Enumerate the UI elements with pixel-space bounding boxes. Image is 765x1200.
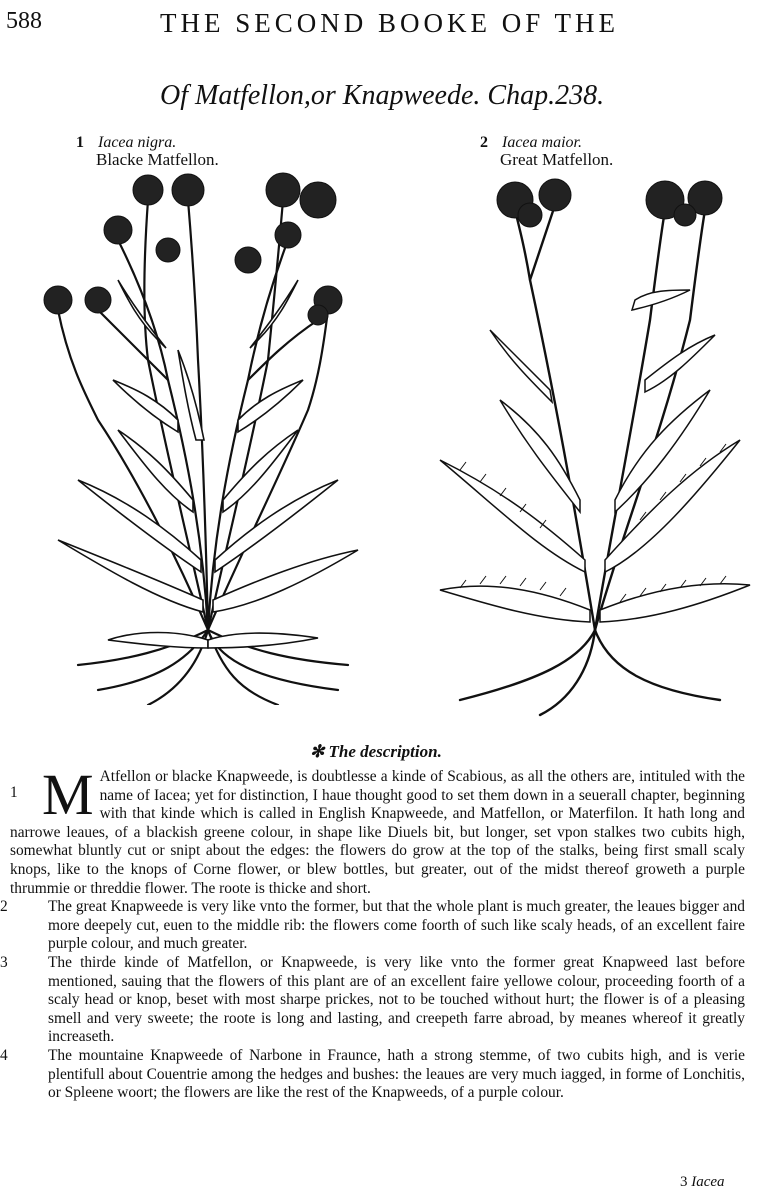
catchword-number: 3 bbox=[680, 1174, 688, 1190]
great-matfellon-woodcut bbox=[420, 160, 760, 720]
running-head: THE SECOND BOOKE OF THE bbox=[160, 8, 620, 38]
paragraph-1 bbox=[10, 762, 745, 898]
figure-english-name: Great Matfellon. bbox=[500, 150, 614, 169]
description-text bbox=[0, 762, 745, 1103]
catchword-word: Iacea bbox=[691, 1174, 725, 1190]
paragraph-2 bbox=[0, 898, 745, 954]
paragraph-text: The thirde kinde of Matfellon, or Knapweede, is very like vnto the former great Knapweed last before mentioned, sauing that the flowers of this plant are of an excellent faire yellowe colour, proceeding foorth of a scaly head or knop, beset with most sharpe prickes, not to be touched without hurt; the flower is of a pleasing smell and very sweete; the roote is long and lasting, and creepeth farre abroad, by meanes whereof it greatly increaseth. bbox=[48, 953, 745, 1046]
paragraph-number: 2 bbox=[0, 898, 8, 916]
paragraph-number: 1 bbox=[10, 784, 18, 801]
blacke-matfellon-woodcut bbox=[18, 160, 378, 705]
paragraph-text: The great Knapweede is very like vnto the former, but that the whole plant is much greater, the leaues bigger and more deepely cut, euen to the middle rib: the flowers come foorth of such like scaly heads, of an excellent faire purple colour, and much greater. bbox=[48, 898, 745, 953]
paragraph-number: 4 bbox=[0, 1046, 8, 1064]
figure-latin-name: Iacea maior. bbox=[502, 134, 582, 151]
figure-latin-name: Iacea nigra. bbox=[98, 134, 177, 151]
paragraph-4 bbox=[0, 1046, 745, 1103]
section-heading: ✻ The description. bbox=[310, 742, 442, 761]
figure-english-name: Blacke Matfellon. bbox=[96, 150, 219, 169]
catchword bbox=[680, 1174, 725, 1191]
paragraph-text: Atfellon or blacke Knapweede, is doubtlesse a kinde of Scabious, as all the others are, intituled with the name of Iacea; yet for distinction, I haue thought good to set them down in a seuerall chapter, beginning with that kinde which is called in English Knapweede, and Matfellon, or Materfilon. It hath long and narrowe leaues, of a blackish greene colour, in shape like Diuels bit, but longer, set vpon stalkes two cubits high, somewhat bluntly cut or snipt about the edges: the flowers do grow at the top of the stalks, being first small scaly knops, like to the knops of Corne flower, or blew bottles, but greater, out of the midst thereof groweth a purple thrummie or threddie flower. The roote is thicke and short. bbox=[10, 768, 745, 897]
figure-number: 2 bbox=[480, 134, 488, 151]
paragraph-text: The mountaine Knapweede of Narbone in Fraunce, hath a strong stemme, of two cubits high, and is verie plentifull about Couentrie among the hedges and bushes: the leaues are very much iagged, in forme of Lonchitis, or Spleene woort; the flowers are like the rest of the Knapweeds, of a purple colour. bbox=[48, 1046, 745, 1102]
chapter-title: Of Matfellon,or Knapweede. Chap.238. bbox=[160, 80, 605, 111]
figure-number: 1 bbox=[76, 134, 84, 151]
drop-cap: M bbox=[42, 762, 94, 827]
paragraph-3 bbox=[0, 953, 745, 1047]
paragraph-number: 3 bbox=[0, 953, 8, 971]
page-number: 588 bbox=[6, 8, 42, 34]
